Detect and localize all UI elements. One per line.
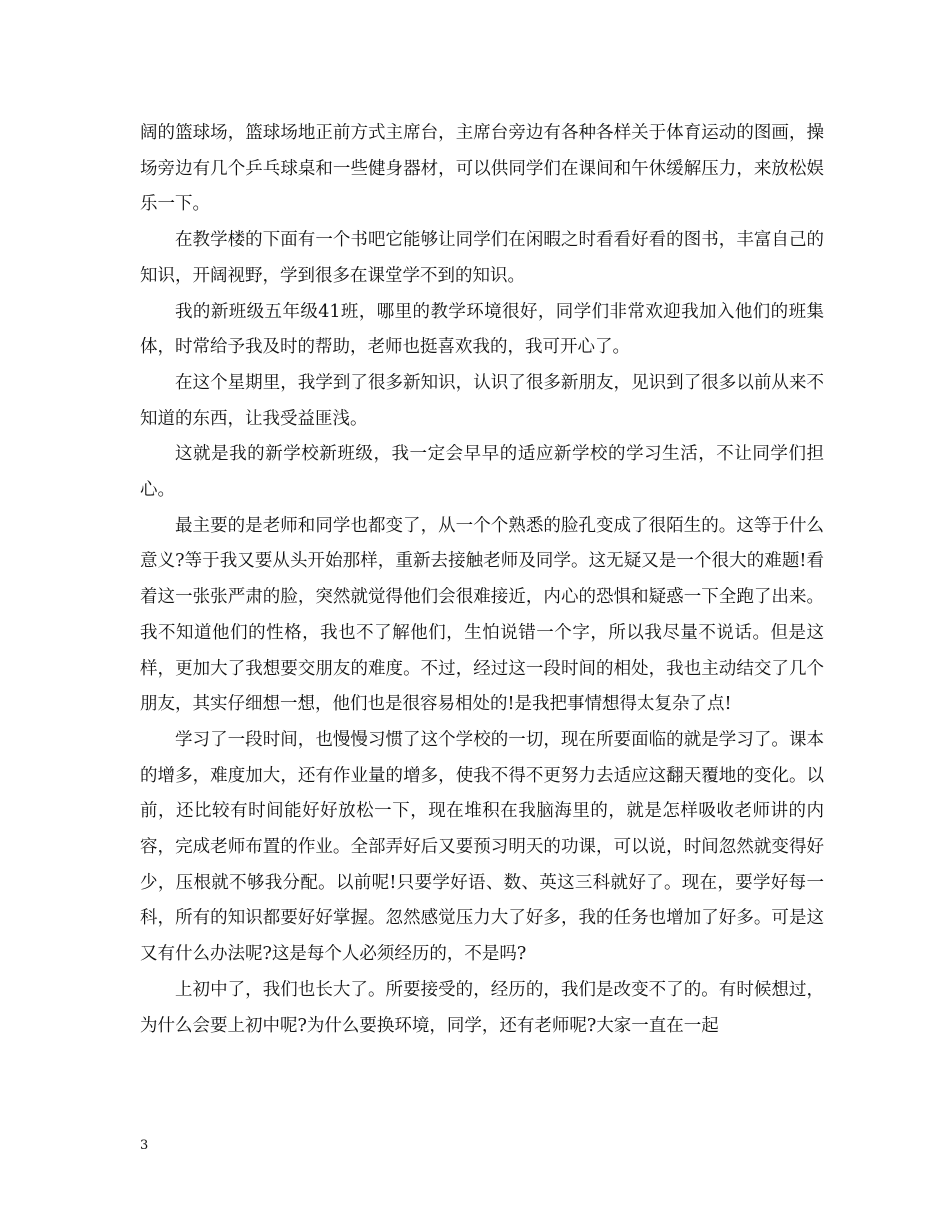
paragraph: 学习了一段时间，也慢慢习惯了这个学校的一切，现在所要面临的就是学习了。课本的增多，难度加大，还有作业量的增多，使我不得不更努力去适应这翻天覆地的变化。以前，还比较有时间能好好放松一下，现在堆积在我脑海里的，就是怎样吸收老师讲的内容，完成老师布置的作业。全部弄好后又要预习明天的功课，可以说，时间忽然就变得好少，压根就不够我分配。以前呢!只要学好语、数、英这三科就好了。现在，要学好每一科，所有的知识都要好好掌握。忽然感觉压力大了好多，我的任务也增加了好多。可是这又有什么办法呢?这是每个人必须经历的，不是吗? [140, 729, 824, 965]
paragraph: 在教学楼的下面有一个书吧它能够让同学们在闲暇之时看看好看的图书，丰富自己的知识，开阔视野，学到很多在课堂学不到的知识。 [140, 230, 824, 286]
paragraph: 我的新班级五年级41班，哪里的教学环境很好，同学们非常欢迎我加入他们的班集体，时常给予我及时的帮助，老师也挺喜欢我的，我可开心了。 [140, 301, 824, 358]
paragraph: 最主要的是老师和同学也都变了，从一个个熟悉的脸孔变成了很陌生的。这等于什么意义?等于我又要从头开始那样，重新去接触老师及同学。这无疑又是一个很大的难题!看着这一张张严肃的脸，突然就觉得他们会很难接近，内心的恐惧和疑惑一下全跑了出来。我不知道他们的性格，我也不了解他们，生怕说错一个字，所以我尽量不说话。但是这样，更加大了我想要交朋友的难度。不过，经过这一段时间的相处，我也主动结交了几个朋友，其实仔细想一想，他们也是很容易相处的!是我把事情想得太复杂了点! [140, 515, 824, 715]
paragraph: 在这个星期里，我学到了很多新知识，认识了很多新朋友，见识到了很多以前从来不知道的东西，让我受益匪浅。 [140, 372, 824, 429]
page-number: 3 [140, 1138, 149, 1153]
paragraph: 这就是我的新学校新班级，我一定会早早的适应新学校的学习生活，不让同学们担心。 [140, 444, 824, 501]
paragraph: 阔的篮球场，篮球场地正前方式主席台，主席台旁边有各种各样关于体育运动的图画，操场旁边有几个乒乓球桌和一些健身器材，可以供同学们在课间和午休缓解压力，来放松娱乐一下。 [140, 123, 824, 215]
document-body [140, 116, 824, 1044]
paragraph: 上初中了，我们也长大了。所要接受的，经历的，我们是改变不了的。有时候想过，为什么会要上初中呢?为什么要换环境，同学，还有老师呢?大家一直在一起 [140, 979, 824, 1036]
